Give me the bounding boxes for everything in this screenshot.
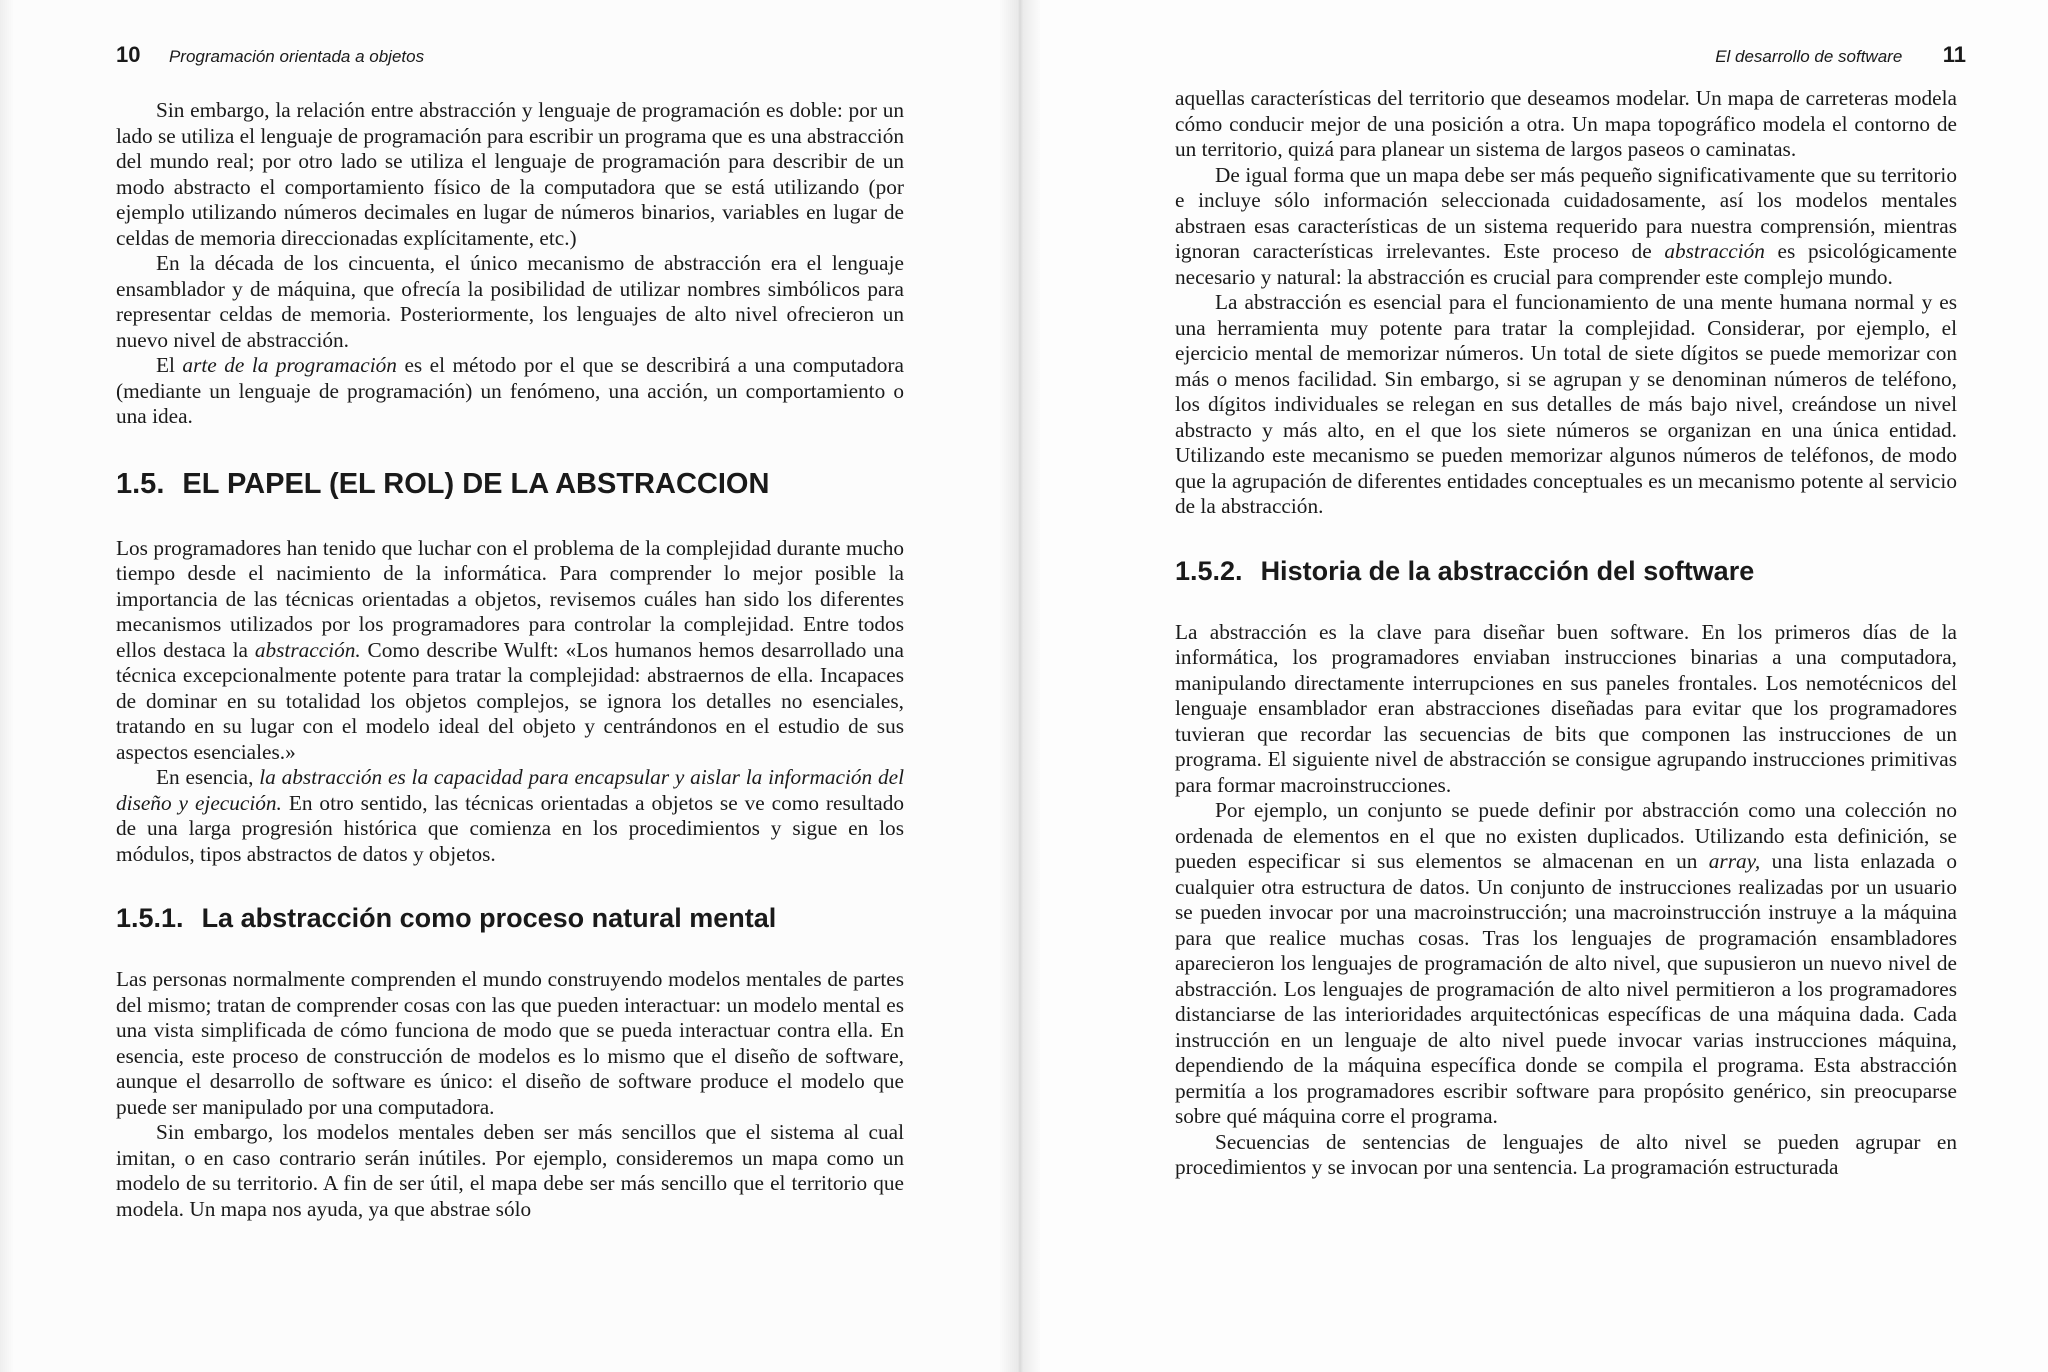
section-heading-1-5-2: 1.5.2. Historia de la abstracción del software <box>1175 555 1755 586</box>
left-page <box>0 0 1020 1372</box>
page-number: 10 <box>116 42 141 67</box>
paragraph: Por ejemplo, un conjunto se puede definir por abstracción como una colección no ordenada de elementos en el que no existen duplicados. Utilizando esta definición, se pueden especificar si sus elementos se almacenan en un array, una lista enlazada o cualquier otra estructura de datos. Un conjunto de instrucciones realizadas por un usuario se pueden invocar por una macroinstrucción; una macroinstrucción instruye a la máquina para que realice muchas cosas. Tras los lenguajes de programación ensambladores aparecieron los lenguajes de programación de alto nivel, que supusieron un nuevo nivel de abstracción. Los lenguajes de programación de alto nivel permitieron a los programadores distanciarse de las interioridades arquitectónicas específicas de una máquina dada. Cada instrucción en un lenguaje de alto nivel puede invocar varias instrucciones máquina, dependiendo de la máquina específica donde se compila el programa. Esta abstracción permitía a los programadores escribir software para propósito genérico, sin preocuparse sobre qué máquina corre el programa. <box>1175 798 1957 1128</box>
running-title: Programación orientada a objetos <box>168 47 425 66</box>
paragraph: En esencia, la abstracción es la capacidad para encapsular y aislar la información del diseño y ejecución. En otro sentido, las técnicas orientadas a objetos se ve como resultado de una larga progresión histórica que comienza en los procedimientos y sigue en los módulos, tipos abstractos de datos y objetos. <box>116 765 905 866</box>
left-running-head <box>116 42 424 68</box>
paragraph: Sin embargo, la relación entre abstracción y lenguaje de programación es doble: por un lado se utiliza el lenguaje de programación para escribir un programa que es una abstracción del mundo real; por otro lado se utiliza el lenguaje de programación para describir de un modo abstracto el comportamiento físico de la computadora que se está utilizando (por ejemplo utilizando números decimales en lugar de números binarios, variables en lugar de celdas de memoria direccionadas explícitamente, etc.) <box>116 98 904 250</box>
paragraph: La abstracción es esencial para el funcionamiento de una mente humana normal y es una herramienta muy potente para tratar la complejidad. Considerar, por ejemplo, el ejercicio mental de memorizar números. Un total de siete dígitos se puede memorizar con más o menos facilidad. Sin embargo, si se agrupan y se denominan números de teléfono, los dígitos individuales se relegan en sus detalles de más bajo nivel, creándose un nivel abstracto y más alto, en el que los siete números se organizan en una única entidad. Utilizando este mecanismo se pueden memorizar algunos números de teléfonos, de modo que la agrupación de diferentes entidades conceptuales es un mecanismo potente al servicio de la abstracción. <box>1175 290 1957 518</box>
paragraph: Sin embargo, los modelos mentales deben ser más sencillos que el sistema al cual imitan, o en caso contrario serán inútiles. Por ejemplo, consideremos un mapa como un modelo de su territorio. A fin de ser útil, el mapa debe ser más sencillo que el territorio que modela. Un mapa nos ayuda, ya que abstrae sólo <box>116 1120 904 1221</box>
paragraph: Las personas normalmente comprenden el mundo construyendo modelos mentales de partes del mismo; tratan de comprender cosas con las que pueden interactuar: un modelo mental es una vista simplificada de cómo funciona de modo que se pueda interactuar contra ella. En esencia, este proceso de construcción de modelos es lo mismo que el diseño de software, aunque el desarrollo de software es único: el diseño de software produce el modelo que puede ser manipulado por una computadora. <box>116 967 904 1119</box>
left-text-column <box>116 98 904 1222</box>
paragraph: La abstracción es la clave para diseñar buen software. En los primeros días de la informática, los programadores enviaban instrucciones binarias a una computadora, manipulando directamente interrupciones en sus paneles frontales. Los nemotécnicos del lenguaje ensamblador eran abstracciones diseñadas para evitar que los programadores tuvieran que recordar las secuencias de bits que componen las instrucciones de un programa. El siguiente nivel de abstracción se consigue agrupando instrucciones primitivas para formar macroinstrucciones. <box>1175 619 1957 797</box>
paragraph: En la década de los cincuenta, el único mecanismo de abstracción era el lenguaje ensamblador y de máquina, que ofrecía la posibilidad de utilizar nombres simbólicos para representar celdas de memoria. Posteriormente, los lenguajes de alto nivel ofrecieron un nuevo nivel de abstracción. <box>116 251 904 352</box>
right-page <box>1020 0 2048 1372</box>
right-text-column <box>1175 86 1957 1181</box>
page-number: 11 <box>1942 42 1966 67</box>
right-running-head <box>1715 42 1966 68</box>
paragraph: El arte de la programación es el método por el que se describirá a una computadora (mediante un lenguaje de programación) un fenómeno, una acción, un comportamiento o una idea. <box>116 353 904 428</box>
section-heading-1-5: 1.5. EL PAPEL (EL ROL) DE LA ABSTRACCION <box>116 467 770 500</box>
paragraph: Secuencias de sentencias de lenguajes de alto nivel se pueden agrupar en procedimientos y se invocan por una sentencia. La programación estructurada <box>1175 1129 1957 1179</box>
running-title: El desarrollo de software <box>1715 47 1903 66</box>
section-heading-1-5-1: 1.5.1. La abstracción como proceso natural mental <box>116 903 777 933</box>
paragraph: De igual forma que un mapa debe ser más pequeño significativamente que su territorio e incluye sólo información seleccionada cuidadosamente, así los modelos mentales abstraen esas características de un sistema requerido para nuestra comprensión, mientras ignoran características irrelevantes. Este proceso de abstracción es psicológicamente necesario y natural: la abstracción es crucial para comprender este complejo mundo. <box>1175 162 1957 289</box>
paragraph: Los programadores han tenido que luchar con el problema de la complejidad durante mucho tiempo desde el nacimiento de la informática. Para comprender lo mejor posible la importancia de las técnicas orientadas a objetos, revisemos cuáles han sido los diferentes mecanismos utilizados por los programadores para controlar la complejidad. Entre todos ellos destaca la abstracción. Como describe Wulft: «Los humanos hemos desarrollado una técnica excepcionalmente potente para tratar la complejidad: abstraernos de ella. Incapaces de dominar en su totalidad los objetos complejos, se ignora los detalles no esenciales, tratando en su lugar con el modelo ideal del objeto y centrándonos en el estudio de sus aspectos esenciales.» <box>116 535 904 764</box>
page-edge-shadow <box>0 0 14 1372</box>
book-gutter <box>1000 0 1040 1372</box>
paragraph: aquellas características del territorio que deseamos modelar. Un mapa de carreteras modela cómo conducir mejor de una posición a otra. Un mapa topográfico modela el contorno de un territorio, quizá para planear un sistema de largos paseos o caminatas. <box>1175 86 1957 161</box>
